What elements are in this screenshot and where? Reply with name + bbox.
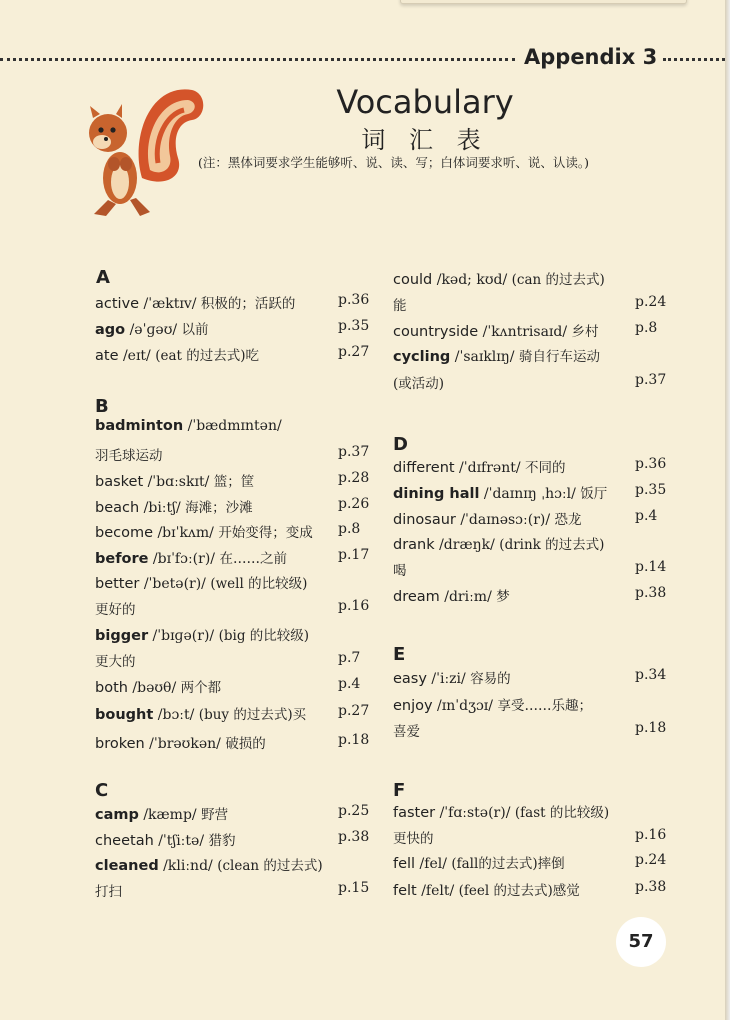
top-tab <box>400 0 687 4</box>
entry-meaning: 在……之前 <box>219 551 287 567</box>
right-vocab-entry <box>393 694 592 714</box>
entry-page-ref: p.36 <box>635 456 667 472</box>
left-vocab-entry <box>95 496 253 516</box>
left-vocab-entry <box>95 547 287 567</box>
left-vocab-entry <box>95 732 266 752</box>
entry-page-ref: p.27 <box>338 344 370 360</box>
entry-word: fell <box>393 856 416 872</box>
entry-page-ref: p.37 <box>338 444 370 460</box>
entry-word: become <box>95 525 154 541</box>
left-vocab-entry <box>95 292 295 312</box>
entry-page-ref: p.38 <box>338 829 370 845</box>
entry-page-ref: p.38 <box>635 585 667 601</box>
entry-word: before <box>95 551 149 567</box>
right-vocab-entry <box>393 345 600 365</box>
entry-phonetic: /kəd; kʊd/ <box>432 272 512 288</box>
entry-meaning: (clean 的过去式) <box>217 858 323 874</box>
entry-word: faster <box>393 805 436 821</box>
entry-meaning: 野营 <box>201 807 229 823</box>
entry-meaning: (或活动) <box>393 376 445 392</box>
entry-phonetic: /dræŋk/ <box>434 537 500 553</box>
entry-meaning: 打扫 <box>95 884 122 900</box>
entry-phonetic: /biːtʃ/ <box>139 500 186 516</box>
entry-word: better <box>95 576 140 592</box>
entry-meaning: (well 的比较级) <box>210 576 308 592</box>
entry-page-ref: p.7 <box>338 650 361 666</box>
entry-word: could <box>393 272 433 288</box>
entry-word: badminton <box>95 418 184 434</box>
page-number: 57 <box>616 917 666 967</box>
section-letter-b: B <box>95 396 109 417</box>
entry-meaning: 海滩；沙滩 <box>185 500 253 516</box>
right-vocab-entry <box>393 508 582 528</box>
entry-word: both <box>95 680 128 696</box>
right-vocab-entry <box>393 827 434 847</box>
right-vocab-entry <box>393 268 605 288</box>
left-vocab-entry <box>95 676 221 696</box>
left-vocab-entry <box>95 854 323 874</box>
page-title-chinese: 词 汇 表 <box>361 126 489 154</box>
entry-phonetic: /ˈfɑːstə(r)/ <box>435 805 515 821</box>
entry-meaning: 饭厅 <box>580 486 608 502</box>
right-vocab-entry <box>393 320 599 340</box>
entry-word: bought <box>95 707 154 723</box>
entry-page-ref: p.15 <box>338 880 370 896</box>
entry-word: ate <box>95 348 119 364</box>
right-vocab-entry <box>393 294 407 314</box>
dotted-rule-right <box>663 58 725 61</box>
page-edge <box>725 0 730 1020</box>
entry-page-ref: p.8 <box>338 521 361 537</box>
entry-word: camp <box>95 807 139 823</box>
entry-meaning: 开始变得；变成 <box>218 525 313 541</box>
entry-word: ago <box>95 322 126 338</box>
squirrel-illustration <box>80 78 210 223</box>
entry-phonetic: /bɔːt/ <box>153 707 199 723</box>
entry-meaning: 两个都 <box>180 680 222 696</box>
entry-page-ref: p.28 <box>338 470 370 486</box>
right-vocab-entry <box>393 720 420 740</box>
entry-word: basket <box>95 474 144 490</box>
entry-meaning: 破损的 <box>225 736 266 752</box>
entry-meaning: 骑自行车运动 <box>518 349 600 365</box>
entry-phonetic: /ˈdɪfrənt/ <box>454 460 526 476</box>
entry-meaning: (buy 的过去式)买 <box>198 707 307 723</box>
entry-phonetic: /əˈɡəʊ/ <box>125 322 182 338</box>
entry-meaning: 以前 <box>181 322 209 338</box>
entry-phonetic: /ˈtʃiːtə/ <box>153 833 209 849</box>
appendix-label: Appendix 3 <box>524 45 658 69</box>
left-vocab-entry <box>95 521 313 541</box>
entry-phonetic: /eɪt/ <box>118 348 156 364</box>
entry-word: drank <box>393 537 435 553</box>
page-title: Vocabulary <box>336 83 514 121</box>
entry-page-ref: p.35 <box>338 318 370 334</box>
entry-meaning: 享受……乐趣； <box>497 698 592 714</box>
entry-phonetic: /ɪnˈdʒɔɪ/ <box>432 698 498 714</box>
entry-page-ref: p.17 <box>338 547 370 563</box>
entry-word: cleaned <box>95 858 159 874</box>
entry-word: felt <box>393 883 417 899</box>
left-vocab-entry <box>95 803 228 823</box>
entry-phonetic: /fel/ <box>415 856 452 872</box>
entry-meaning: 篮；筐 <box>213 474 255 490</box>
entry-page-ref: p.16 <box>338 598 370 614</box>
entry-page-ref: p.4 <box>338 676 361 692</box>
section-letter-f: F <box>393 780 406 801</box>
entry-meaning: (feel 的过去式)感觉 <box>458 883 580 899</box>
entry-phonetic: /driːm/ <box>439 589 497 605</box>
dotted-rule-left <box>0 58 515 61</box>
entry-page-ref: p.4 <box>635 508 658 524</box>
entry-page-ref: p.25 <box>338 803 370 819</box>
left-vocab-entry <box>95 650 136 670</box>
entry-meaning: 积极的；活跃的 <box>200 296 296 312</box>
right-vocab-entry <box>393 482 607 502</box>
entry-word: bigger <box>95 628 149 644</box>
entry-meaning: (eat 的过去式)吃 <box>155 348 260 364</box>
entry-word: dining hall <box>393 486 480 502</box>
right-vocab-entry <box>393 801 609 821</box>
left-vocab-entry <box>95 470 254 490</box>
entry-page-ref: p.18 <box>338 732 370 748</box>
entry-meaning: 羽毛球运动 <box>95 448 163 464</box>
entry-meaning: 更大的 <box>95 654 136 670</box>
entry-phonetic: /kæmp/ <box>138 807 202 823</box>
appendix-header <box>0 45 725 73</box>
left-vocab-entry <box>95 829 235 849</box>
entry-meaning: (fall的过去式)摔倒 <box>451 856 565 872</box>
right-vocab-entry <box>393 372 444 392</box>
entry-meaning: (big 的比较级) <box>218 628 310 644</box>
left-vocab-entry <box>95 344 259 364</box>
section-letter-c: C <box>95 780 109 801</box>
entry-meaning: 猎豹 <box>208 833 236 849</box>
entry-meaning: 梦 <box>496 589 510 605</box>
entry-phonetic: /kliːnd/ <box>158 858 218 874</box>
entry-phonetic: /bɪˈkʌm/ <box>153 525 219 541</box>
right-vocab-entry <box>393 456 566 476</box>
entry-meaning: (can 的过去式) <box>511 272 605 288</box>
entry-meaning: (drink 的过去式) <box>499 537 605 553</box>
entry-meaning: 喜爱 <box>393 724 420 740</box>
entry-phonetic: /bəʊθ/ <box>127 680 181 696</box>
right-vocab-entry <box>393 667 511 687</box>
section-letter-a: A <box>96 267 110 288</box>
entry-phonetic: /ˈbædmɪntən/ <box>183 418 282 434</box>
entry-meaning: 喝 <box>393 563 407 579</box>
entry-word: enjoy <box>393 698 433 714</box>
entry-phonetic: /ˈiːzi/ <box>426 671 471 687</box>
entry-meaning: 恐龙 <box>554 512 582 528</box>
entry-word: active <box>95 296 140 312</box>
entry-page-ref: p.24 <box>635 852 667 868</box>
section-letter-d: D <box>393 434 408 455</box>
entry-meaning: 能 <box>393 298 407 314</box>
right-vocab-entry <box>393 852 565 872</box>
entry-phonetic: /ˈdaɪnɪŋ ˌhɔːl/ <box>479 486 581 502</box>
entry-word: countryside <box>393 324 479 340</box>
left-vocab-entry <box>95 703 306 723</box>
left-vocab-entry <box>95 598 136 618</box>
right-vocab-entry <box>393 879 580 899</box>
entry-page-ref: p.37 <box>635 372 667 388</box>
entry-page-ref: p.14 <box>635 559 667 575</box>
entry-meaning: 容易的 <box>470 671 511 687</box>
right-vocab-entry <box>393 533 604 553</box>
entry-word: cycling <box>393 349 451 365</box>
entry-page-ref: p.34 <box>635 667 667 683</box>
entry-phonetic: /ˈbɑːskɪt/ <box>143 474 214 490</box>
entry-page-ref: p.35 <box>635 482 667 498</box>
entry-phonetic: /ˈbrəʊkən/ <box>144 736 226 752</box>
left-vocab-entry <box>95 418 282 434</box>
left-vocab-entry <box>95 444 163 464</box>
entry-phonetic: /ˈkʌntrisaɪd/ <box>478 324 572 340</box>
entry-word: broken <box>95 736 145 752</box>
entry-meaning: 更好的 <box>95 602 136 618</box>
entry-word: different <box>393 460 455 476</box>
entry-page-ref: p.16 <box>635 827 667 843</box>
entry-meaning: 不同的 <box>525 460 566 476</box>
entry-meaning: (fast 的比较级) <box>514 805 610 821</box>
right-vocab-entry <box>393 559 407 579</box>
section-letter-e: E <box>393 644 406 665</box>
left-vocab-entry <box>95 624 309 644</box>
entry-phonetic: /ˈdaɪnəsɔː(r)/ <box>455 512 555 528</box>
entry-meaning: 乡村 <box>571 324 599 340</box>
entry-page-ref: p.18 <box>635 720 667 736</box>
right-vocab-entry <box>393 585 510 605</box>
entry-phonetic: /ˈsaɪklɪŋ/ <box>450 349 519 365</box>
entry-page-ref: p.36 <box>338 292 370 308</box>
entry-phonetic: /felt/ <box>416 883 459 899</box>
entry-word: dream <box>393 589 440 605</box>
entry-word: cheetah <box>95 833 154 849</box>
entry-page-ref: p.26 <box>338 496 370 512</box>
entry-phonetic: /ˈbɪɡə(r)/ <box>148 628 219 644</box>
entry-page-ref: p.38 <box>635 879 667 895</box>
entry-phonetic: /ˈbetə(r)/ <box>139 576 211 592</box>
entry-phonetic: /ˈæktɪv/ <box>139 296 201 312</box>
left-vocab-entry <box>95 572 307 592</box>
entry-word: easy <box>393 671 427 687</box>
entry-word: beach <box>95 500 140 516</box>
entry-phonetic: /bɪˈfɔː(r)/ <box>148 551 220 567</box>
left-vocab-entry <box>95 318 209 338</box>
entry-page-ref: p.24 <box>635 294 667 310</box>
usage-note: (注：黑体词要求学生能够听、说、读、写；白体词要求听、说、认读。) <box>198 155 590 170</box>
entry-page-ref: p.27 <box>338 703 370 719</box>
entry-word: dinosaur <box>393 512 456 528</box>
entry-meaning: 更快的 <box>393 831 434 847</box>
entry-page-ref: p.8 <box>635 320 658 336</box>
left-vocab-entry <box>95 880 122 900</box>
